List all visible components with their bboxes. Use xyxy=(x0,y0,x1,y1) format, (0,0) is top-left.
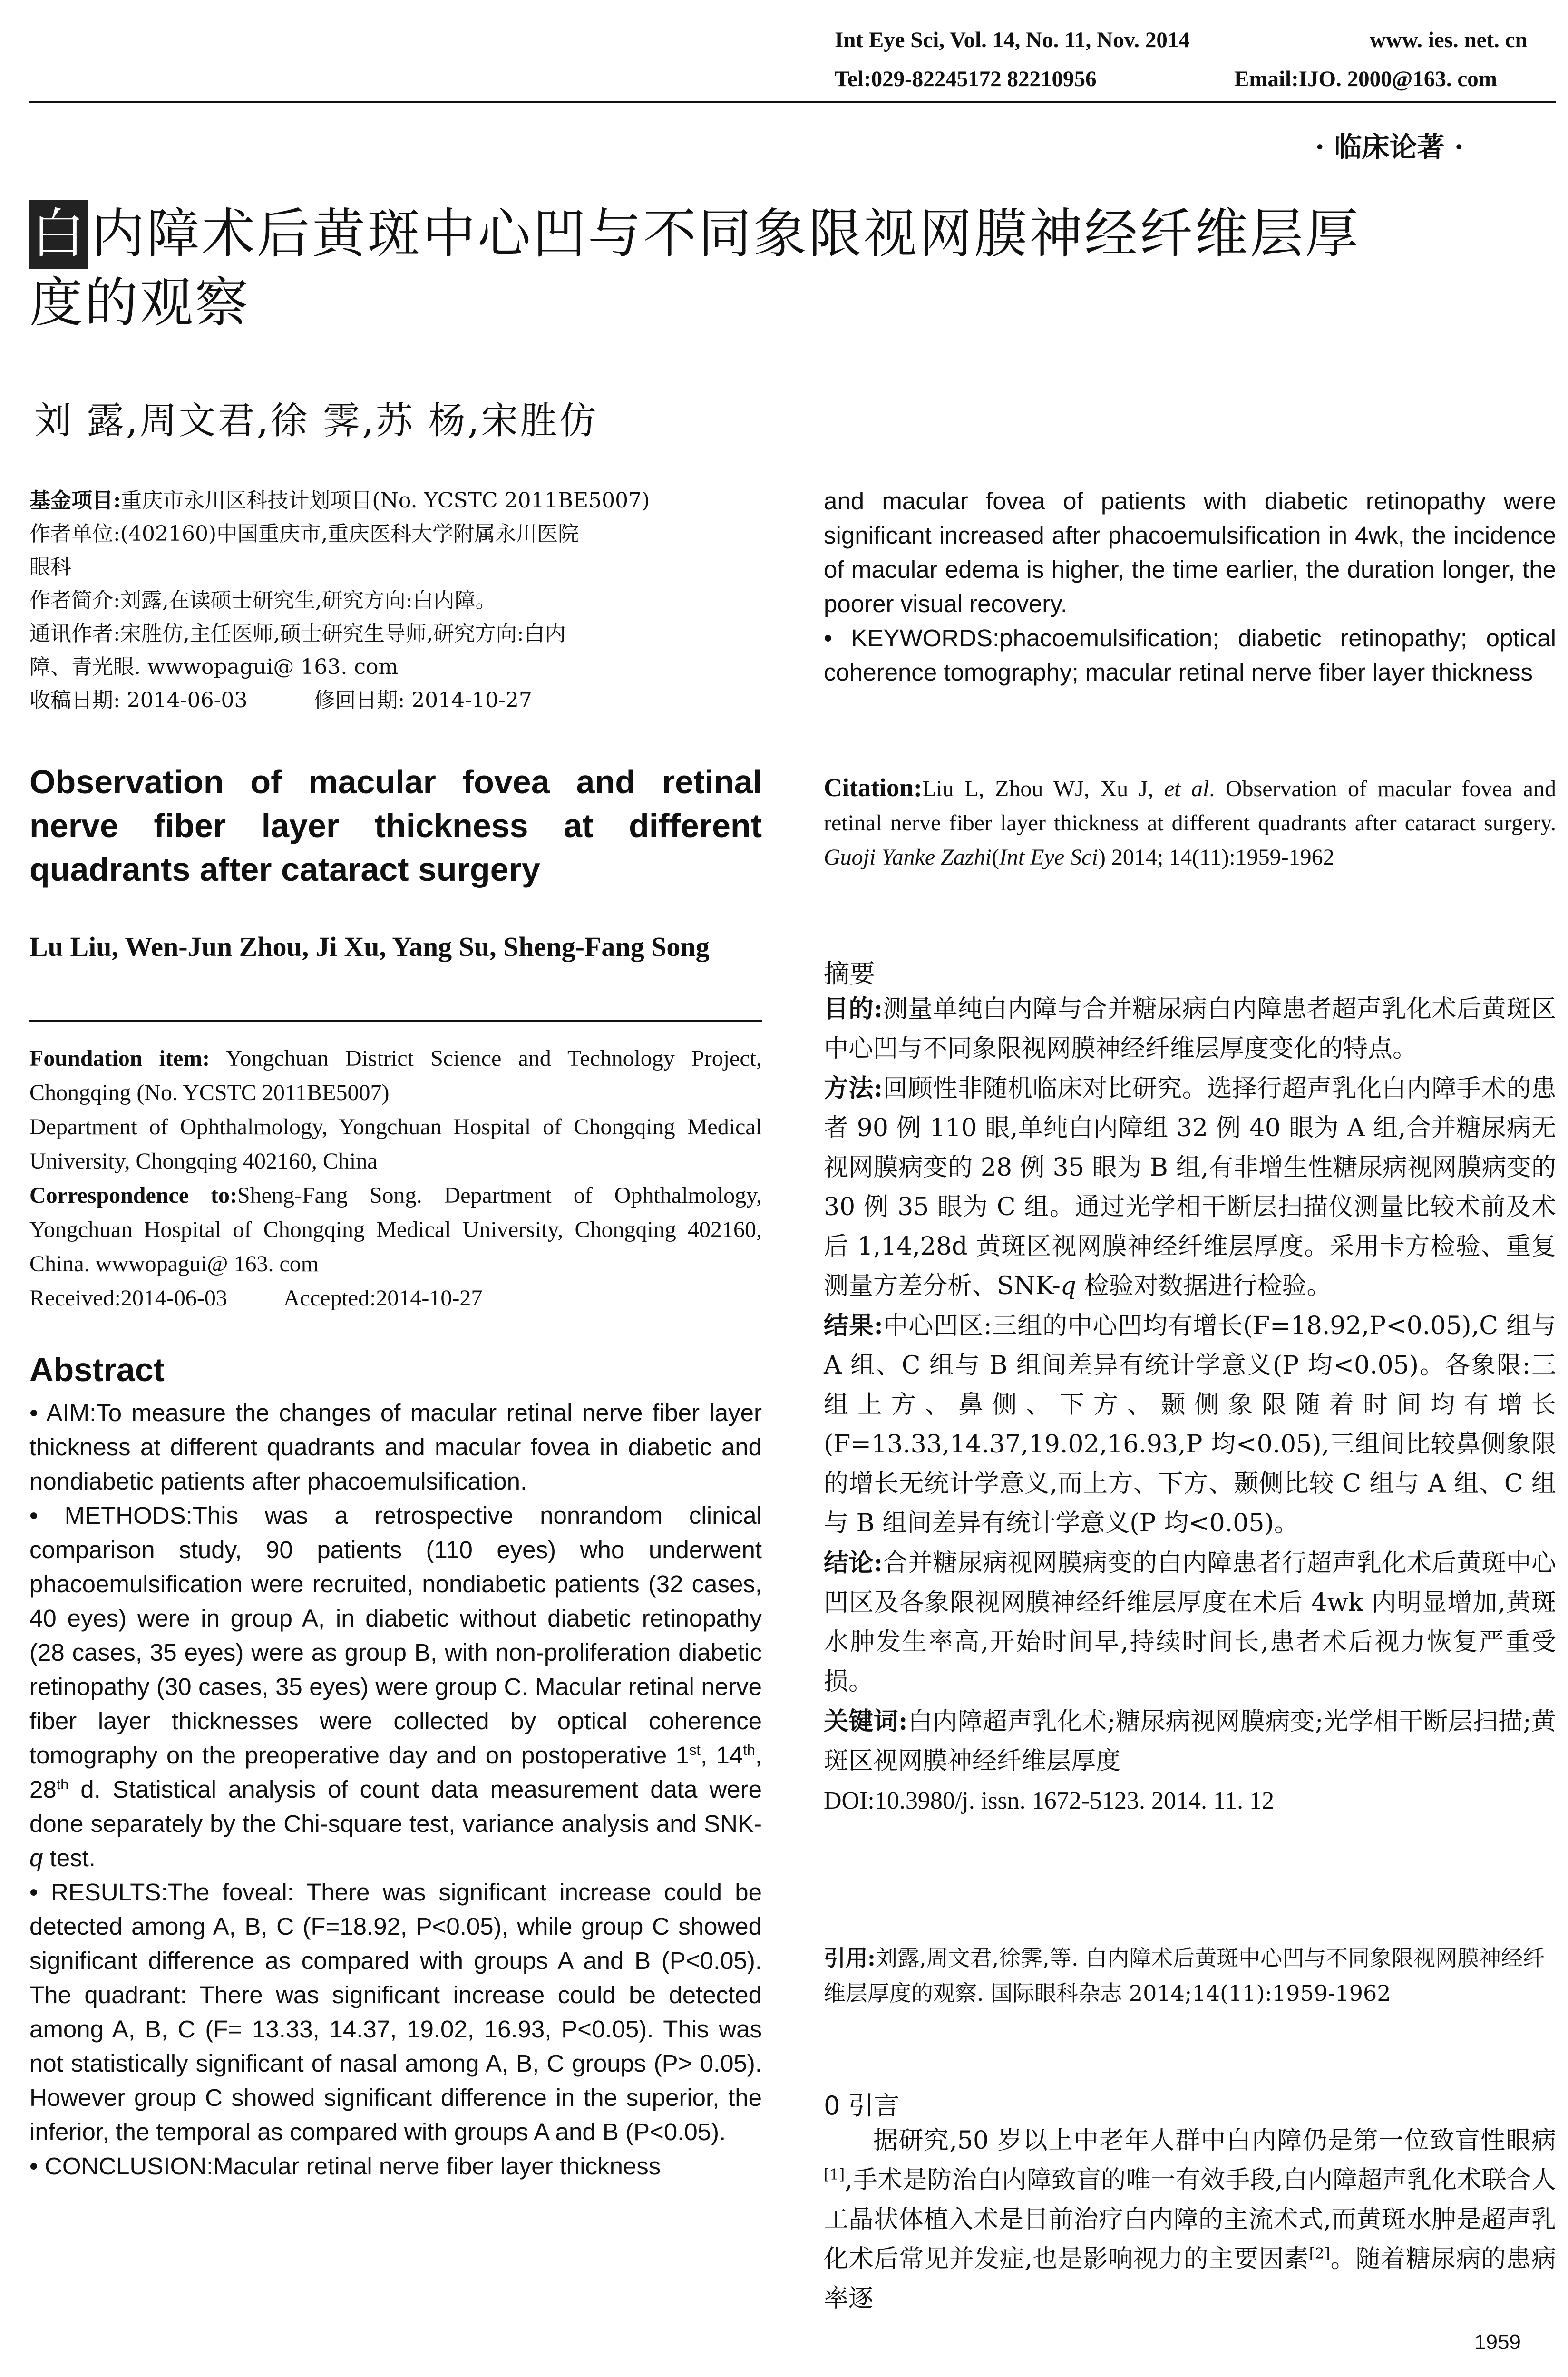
intro-text-a: 据研究,50 岁以上中老年人群中白内障仍是第一位致盲性眼病 xyxy=(873,2126,1556,2155)
zh-keywords-text: 白内障超声乳化术;糖尿病视网膜病变;光学相干断层扫描;黄斑区视网膜神经纤维层厚度 xyxy=(824,1707,1557,1775)
citation-text-b: . Observation of macular fovea and retinal nerve fiber layer thickness at different quadrants after cataract surgery. xyxy=(824,776,1556,836)
conclusion-label: • CONCLUSION: xyxy=(29,2153,214,2180)
methods-day2: , 14 xyxy=(700,1742,743,1769)
corr-line2-zh: 障、青光眼. wwwopagui@ 163. com xyxy=(29,655,399,679)
methods-day2-sup: th xyxy=(743,1742,755,1758)
citation-label: Citation: xyxy=(824,773,922,802)
citation-paren: ( xyxy=(991,845,999,870)
title-first-char: 白 xyxy=(29,200,88,269)
zh-methods-text-b: 检验对数据进行检验。 xyxy=(1076,1272,1332,1300)
abstract-heading: Abstract xyxy=(29,1351,165,1388)
methods-end: test. xyxy=(43,1844,96,1871)
methods-tail: d. Statistical analysis of count data measurement data were done separately by the Chi-square test, variance analysis and SNK- xyxy=(29,1776,762,1837)
methods-q: q xyxy=(29,1844,43,1871)
methods-day1: 1 xyxy=(675,1742,690,1769)
intro-text-b: ,手术是防治白内障致盲的唯一有效手段,白内障超声乳化术联合人工晶状体植入术是目前治疗白内障的主流术式,而黄斑水肿是超声乳化术后常见并发症,也是影响视力的主要因素 xyxy=(824,2166,1556,2273)
intro-ref2[interactable]: [2] xyxy=(1309,2245,1330,2262)
department-en: Department of Ophthalmology, Yongchuan Hospital of Chongqing Medical University, Chongqing 402160, China xyxy=(29,1114,762,1174)
corr-text-en: Sheng-Fang Song. Department of Ophthalmology, Yongchuan Hospital of Chongqing Medical University, Chongqing 402160, China. wwwopagui@ 163. com xyxy=(29,1183,762,1276)
zh-doi: DOI:10.3980/j. issn. 1672-5123. 2014. 11. 12 xyxy=(824,1787,1275,1814)
authors-rule xyxy=(29,1020,762,1022)
zh-citation xyxy=(824,1940,1556,2011)
zh-aim-label: 目的: xyxy=(824,994,883,1023)
citation-en xyxy=(824,770,1556,875)
article-title-en: Observation of macular fovea and retinal nerve fiber layer thickness at different quadrants after cataract surgery xyxy=(29,763,762,888)
abstract-continuation xyxy=(824,484,1556,690)
info-en-block xyxy=(29,1042,762,1315)
foundation-label-zh: 基金项目: xyxy=(29,488,121,513)
zh-abstract-heading: 摘要 xyxy=(824,959,875,989)
methods-day3: , 28 xyxy=(29,1742,762,1803)
keywords-label-en: • KEYWORDS: xyxy=(824,624,1000,652)
foundation-label-en: Foundation item: xyxy=(29,1046,210,1071)
results-text: The foveal: There was significant increase could be detected among A, B, C (F=18.92, P<0.05), while group C showed significant difference as compared with groups A and B (P<0.05). The quadrant: There was significant increase could be detected among A, B, C (F= 13.33, 14.37, 19.02, 16.93, P<0.05). This was not statistically significant of nasal among A, B, C groups (P> 0.05). However group C showed significant difference in the superior, the inferior, the temporal as compared with groups A and B (P<0.05). xyxy=(29,1879,762,2145)
keywords-text-en: phacoemulsification; diabetic retinopathy; optical coherence tomography; macular retinal nerve fiber layer thickness xyxy=(824,624,1556,686)
intro-heading: 0 引言 xyxy=(824,2091,900,2121)
page-number: 1959 xyxy=(1474,2330,1521,2354)
methods-day3-sup: th xyxy=(56,1776,69,1792)
dates-zh: 收稿日期: 2014-06-03 修回日期: 2014-10-27 xyxy=(29,688,532,712)
intro-body xyxy=(824,2121,1556,2319)
corr-label-en: Correspondence to: xyxy=(29,1183,237,1208)
info-zh-block xyxy=(29,484,762,717)
title-line1: 内障术后黄斑中心凹与不同象限视网膜神经纤维层厚 xyxy=(91,203,1360,265)
methods-label: • METHODS: xyxy=(29,1502,193,1529)
zh-abstract-body xyxy=(824,989,1556,1821)
journal-line: Int Eye Sci, Vol. 14, No. 11, Nov. 2014 xyxy=(835,28,1190,52)
methods-day1-sup: st xyxy=(689,1742,701,1758)
zh-conclusion-label: 结论: xyxy=(824,1549,883,1578)
results-label: • RESULTS: xyxy=(29,1879,168,1906)
aim-text: To measure the changes of macular retinal nerve fiber layer thickness at different quadrants and macular fovea in diabetic and nondiabetic patients after phacoemulsification. xyxy=(29,1399,762,1495)
methods-text: This was a retrospective nonrandom clinical comparison study, 90 patients (110 eyes) who underwent phacoemulsification were recruited, nondiabetic patients (32 cases, 40 eyes) were in group A, in diabetic without diabetic retinopathy (28 cases, 35 eyes) were as group B, with non-proliferation diabetic retinopathy (30 cases, 35 eyes) were group C. Macular retinal nerve fiber layer thicknesses were collected by optical coherence tomography on the preoperative day and on postoperative xyxy=(29,1502,762,1769)
citation-etal: et al xyxy=(1164,776,1209,801)
title-line2: 度的观察 xyxy=(29,272,250,334)
zh-citation-label: 引用: xyxy=(824,1945,876,1971)
conclusion-cont: and macular fovea of patients with diabetic retinopathy were significant increased after phacoemulsification in 4wk, the incidence of macular edema is higher, the time earlier, the duration longer, the poorer visual recovery. xyxy=(824,487,1556,617)
zh-keywords-label: 关键词: xyxy=(824,1707,908,1736)
journal-tel: Tel:029-82245172 82210956 xyxy=(835,67,1097,91)
authors-en: Lu Liu, Wen-Jun Zhou, Ji Xu, Yang Su, Sheng-Fang Song xyxy=(29,931,710,962)
header-rule xyxy=(29,101,1556,103)
abstract-body xyxy=(29,1396,762,2183)
zh-conclusion-text: 合并糖尿病视网膜病变的白内障患者行超声乳化术后黄斑中心凹区及各象限视网膜神经纤维层厚度在术后 4wk 内明显增加,黄斑水肿发生率高,开始时间早,持续时间长,患者术后视力恢复严重受损。 xyxy=(824,1549,1556,1696)
foundation-text-en: Yongchuan District Science and Technology Project, Chongqing (No. YCSTC 2011BE5007) xyxy=(29,1046,762,1105)
zh-results-text: 中心凹区:三组的中心凹均有增长(F=18.92,P<0.05),C 组与 A 组、C 组与 B 组间差异有统计学意义(P 均<0.05)。各象限:三组上方、鼻侧、下方、颞侧象限随着时间均有增长(F=13.33,14.37,19.02,16.93,P 均<0.05),三组间比较鼻侧象限的增长无统计学意义,而上方、下方、颞侧比较 C 组与 A 组、C 组与 B 组间差异有统计学意义(P 均<0.05)。 xyxy=(824,1312,1557,1538)
unit-line2-zh: 眼科 xyxy=(29,555,71,579)
intro-ref1[interactable]: [1] xyxy=(824,2166,845,2183)
zh-aim-text: 测量单纯白内障与合并糖尿病白内障患者超声乳化术后黄斑区中心凹与不同象限视网膜神经纤维层厚度变化的特点。 xyxy=(824,995,1556,1063)
conclusion-text: Macular retinal nerve fiber layer thickness xyxy=(213,2153,661,2180)
authors-zh: 刘 露,周文君,徐 霁,苏 杨,宋胜仿 xyxy=(34,399,598,442)
bio-zh: 作者简介:刘露,在读硕士研究生,研究方向:白内障。 xyxy=(29,588,497,613)
zh-methods-label: 方法: xyxy=(824,1074,883,1103)
journal-website: www. ies. net. cn xyxy=(1370,28,1528,52)
aim-label: • AIM: xyxy=(29,1399,97,1426)
citation-journal-en: Int Eye Sci xyxy=(999,845,1098,870)
received-en: Received:2014-06-03 xyxy=(29,1286,227,1311)
corr-line1-zh: 通讯作者:宋胜仿,主任医师,硕士研究生导师,研究方向:白内 xyxy=(29,622,566,646)
accepted-en: Accepted:2014-10-27 xyxy=(283,1286,483,1311)
citation-journal: Guoji Yanke Zazhi xyxy=(824,845,992,870)
journal-email: Email:IJO. 2000@163. com xyxy=(1234,67,1497,91)
foundation-text-zh: 重庆市永川区科技计划项目(No. YCSTC 2011BE5007) xyxy=(121,488,650,513)
citation-text-c: ) 2014; 14(11):1959-1962 xyxy=(1098,845,1334,870)
zh-methods-text-a: 回顾性非随机临床对比研究。选择行超声乳化白内障手术的患者 90 例 110 眼,单纯白内障组 32 例 40 眼为 A 组,合并糖尿病无视网膜病变的 28 例 35 眼为 B 组,有非增生性糖尿病视网膜病变的 30 例 35 眼为 C 组。通过光学相干断层扫描仪测量比较术前及术后 1,14,28d 黄斑区视网膜神经纤维层厚度。采用卡方检验、重复测量方差分析、SNK- xyxy=(824,1074,1556,1300)
intro-text-c: 。随着糖尿病的患病率逐 xyxy=(824,2245,1556,2313)
zh-results-label: 结果: xyxy=(824,1311,883,1340)
zh-citation-text: 刘露,周文君,徐霁,等. 白内障术后黄斑中心凹与不同象限视网膜神经纤维层厚度的观察. 国际眼科杂志 2014;14(11):1959-1962 xyxy=(824,1945,1545,2006)
unit-line1-zh: 作者单位:(402160)中国重庆市,重庆医科大学附属永川医院 xyxy=(29,522,579,546)
zh-methods-q: q xyxy=(1060,1272,1077,1300)
article-title-zh xyxy=(29,200,1551,338)
citation-text-a: Liu L, Zhou WJ, Xu J, xyxy=(922,776,1164,801)
section-tag: · 临床论著 · xyxy=(1315,131,1464,163)
